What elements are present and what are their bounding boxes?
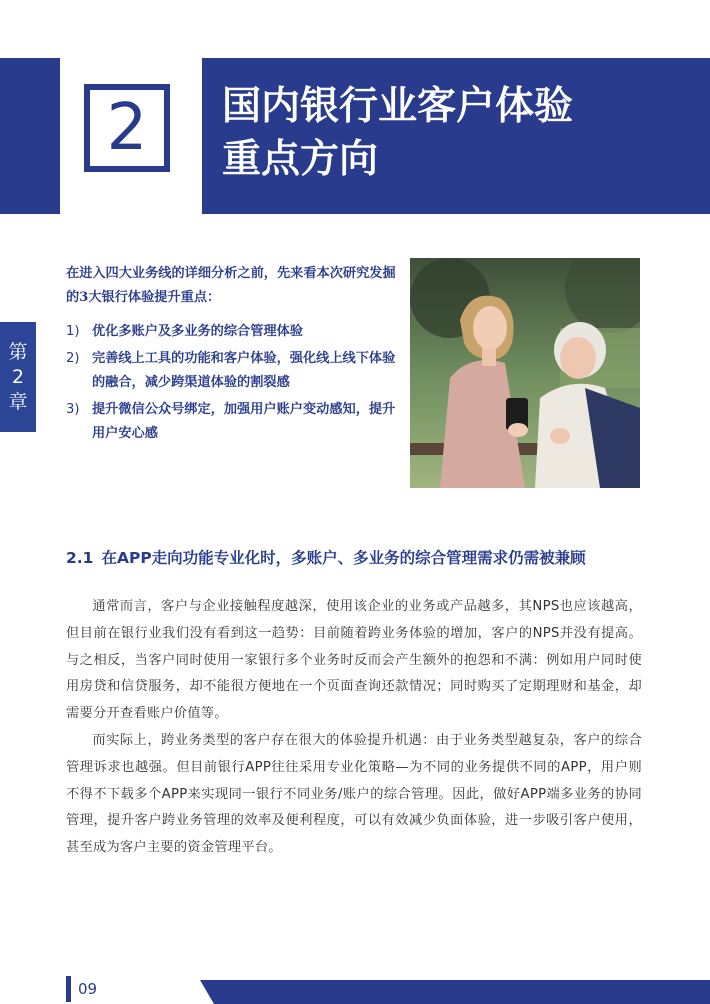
footer-band <box>200 980 710 1004</box>
focus-item-text: 提升微信公众号绑定，加强用户账户变动感知，提升用户安心感 <box>92 402 396 441</box>
section-title: 在APP走向功能专业化时，多账户、多业务的综合管理需求仍需被兼顾 <box>101 549 586 567</box>
focus-item-text: 完善线上工具的功能和客户体验，强化线上线下体验的融合，减少跨渠道体验的割裂感 <box>92 351 396 390</box>
focus-list-item <box>66 347 396 395</box>
side-tab-line3: 章 <box>8 390 28 413</box>
body-text <box>66 594 642 862</box>
focus-item-number: 3) <box>66 402 80 417</box>
page-number: 09 <box>78 980 98 998</box>
chapter-title <box>222 80 692 186</box>
chapter-side-tab <box>0 322 36 432</box>
intro-block <box>66 262 396 449</box>
header-band-left <box>0 58 60 214</box>
page-number-marker <box>66 976 71 1002</box>
chapter-title-line2: 重点方向 <box>222 137 379 182</box>
focus-item-text: 优化多账户及多业务的综合管理体验 <box>92 324 303 339</box>
chapter-title-line1: 国内银行业客户体验 <box>222 84 574 129</box>
body-paragraph-2: 而实际上，跨业务类型的客户存在很大的体验提升机遇：由于业务类型越复杂，客户的综合管理诉求也越强。但目前银行APP往往采用专业化策略—为不同的业务提供不同的APP，用户则不得不下载多个APP来实现同一银行不同业务/账户的综合管理。因此，做好APP端多业务的协同管理，提升客户跨业务管理的效率及便利程度，可以有效减少负面体验，进一步吸引客户使用，甚至成为客户主要的资金管理平台。 <box>66 732 642 856</box>
side-tab-line2: 2 <box>11 365 25 388</box>
photo-illustration <box>410 258 640 488</box>
focus-list-item <box>66 320 396 344</box>
photo-women-with-phone <box>410 258 640 488</box>
side-tab-line1: 第 <box>8 340 28 363</box>
chapter-number: 2 <box>106 91 148 165</box>
focus-item-number: 1) <box>66 324 80 339</box>
focus-list-item <box>66 398 396 446</box>
chapter-number-box <box>84 84 170 172</box>
section-number: 2.1 <box>66 549 94 567</box>
focus-item-number: 2) <box>66 351 80 366</box>
section-heading <box>66 546 686 568</box>
focus-list <box>66 320 396 446</box>
body-paragraph-1: 通常而言，客户与企业接触程度越深，使用该企业的业务或产品越多，其NPS也应该越高，但目前在银行业我们没有看到这一趋势：目前随着跨业务体验的增加，客户的NPS并没有提高。与之相反，当客户同时使用一家银行多个业务时反而会产生额外的抱怨和不满：例如用户同时使用房贷和信贷服务，却不能很方便地在一个页面查询还款情况；同时购买了定期理财和基金，却需要分开查看账户价值等。 <box>66 599 642 722</box>
intro-lead: 在进入四大业务线的详细分析之前，先来看本次研究发掘的3大银行体验提升重点： <box>66 266 396 305</box>
